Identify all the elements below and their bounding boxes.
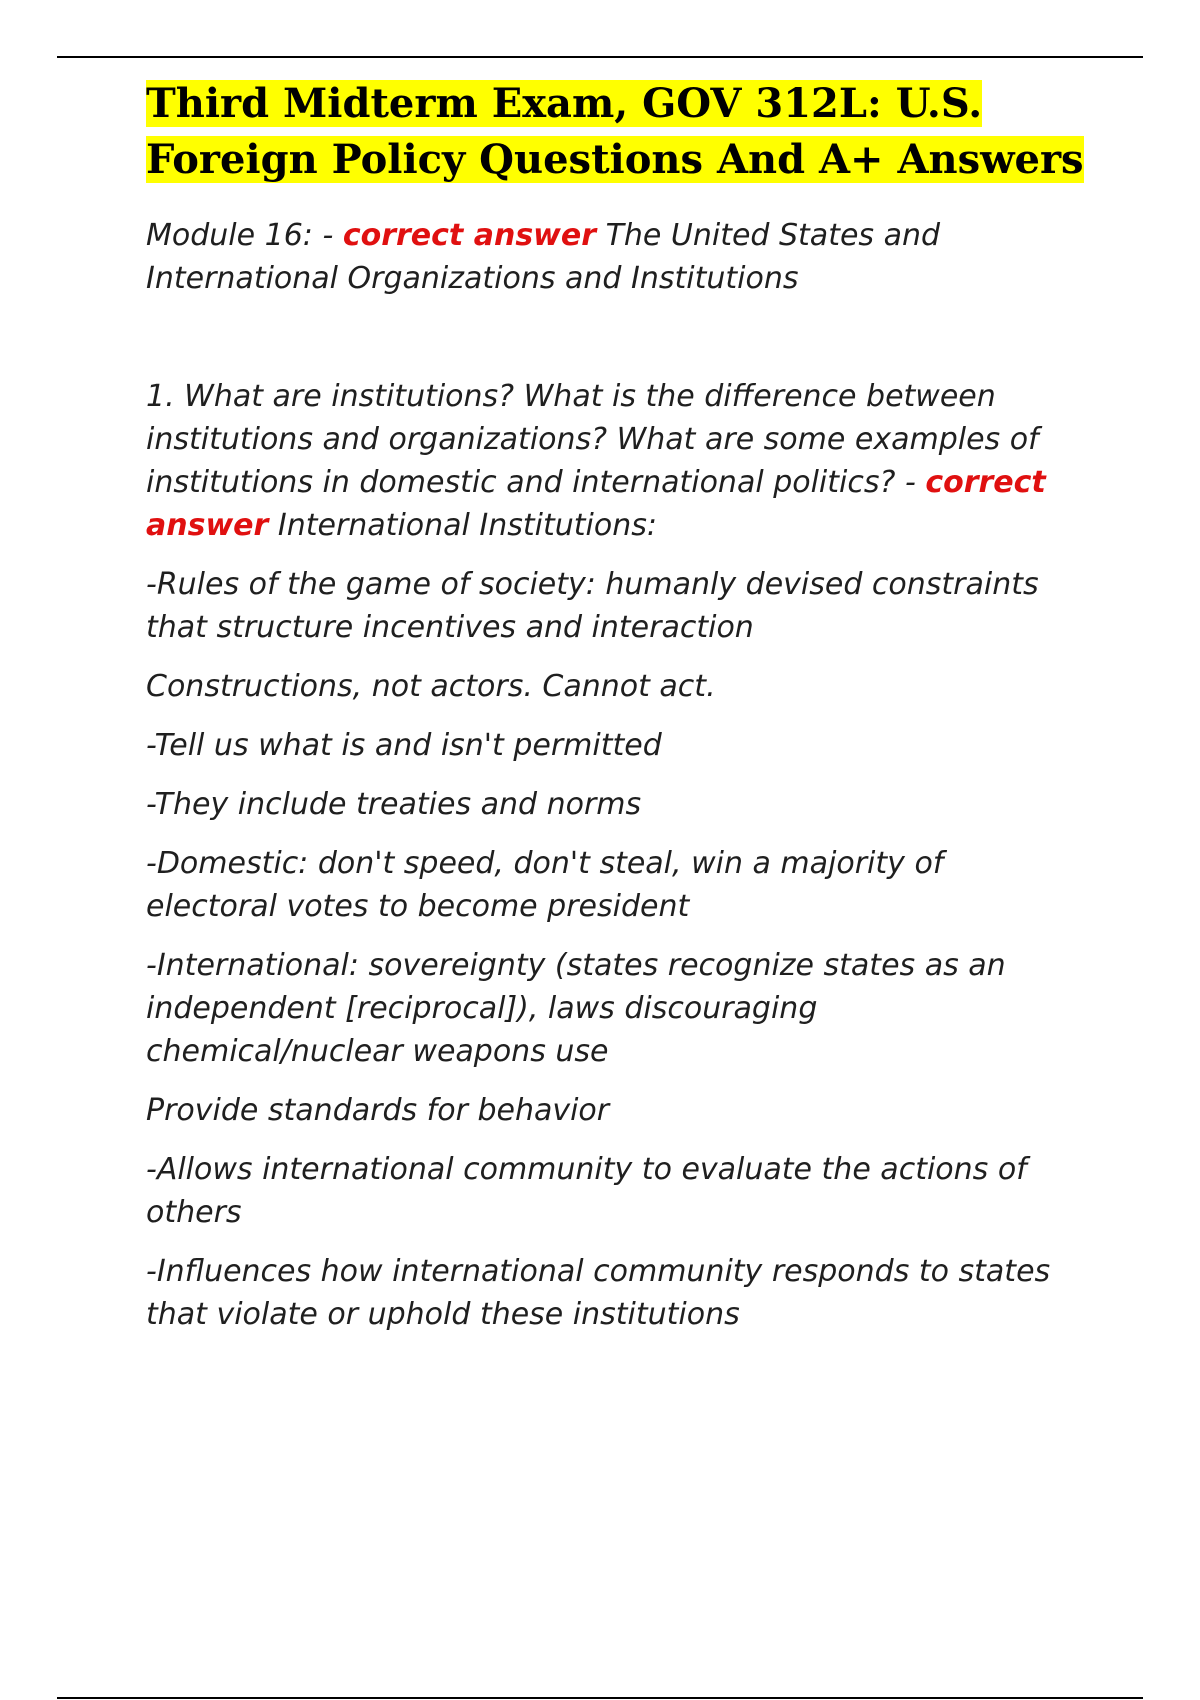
answer-line: Provide standards for behavior xyxy=(146,1093,610,1128)
answer-line: -Allows international community to evaluate the actions of others xyxy=(146,1152,1027,1230)
answer-line: -Domestic: don't speed, don't steal, win a majority of electoral votes to become president xyxy=(146,846,944,924)
question-1 xyxy=(146,375,1076,547)
answer-line: -International: sovereignty (states recognize states as an independent [reciprocal]), laws discouraging chemical/nuclear weapons use xyxy=(146,948,1006,1069)
module-answer-label: correct answer xyxy=(342,218,597,253)
answer-line: -Tell us what is and isn't permitted xyxy=(146,728,662,763)
module-heading xyxy=(146,214,1076,300)
answer-line: -Influences how international community responds to states that violate or uphold these institutions xyxy=(146,1254,1051,1332)
question-text: 1. What are institutions? What is the difference between institutions and organizations? What are some examples of institutions in domestic and international politics? - xyxy=(146,379,1039,500)
title-line-1: Third Midterm Exam, GOV 312L: U.S. xyxy=(146,80,983,127)
top-rule xyxy=(57,56,1143,58)
module-prefix: Module 16: - xyxy=(146,218,343,253)
answer-line: -They include treaties and norms xyxy=(146,787,642,822)
document-body xyxy=(146,76,1084,1352)
answer-line: -Rules of the game of society: humanly devised constraints that structure incentives and interaction xyxy=(146,567,1039,645)
document-title xyxy=(146,76,1084,188)
title-line-2: Foreign Policy Questions And A+ Answers xyxy=(146,136,1084,183)
module-text: The United States and International Organizations and Institutions xyxy=(146,218,941,296)
bottom-rule xyxy=(57,1697,1143,1699)
question-answer-label: correct answer xyxy=(146,465,1046,543)
question-answer-text: International Institutions: xyxy=(268,508,657,543)
answer-line: Constructions, not actors. Cannot act. xyxy=(146,669,716,704)
